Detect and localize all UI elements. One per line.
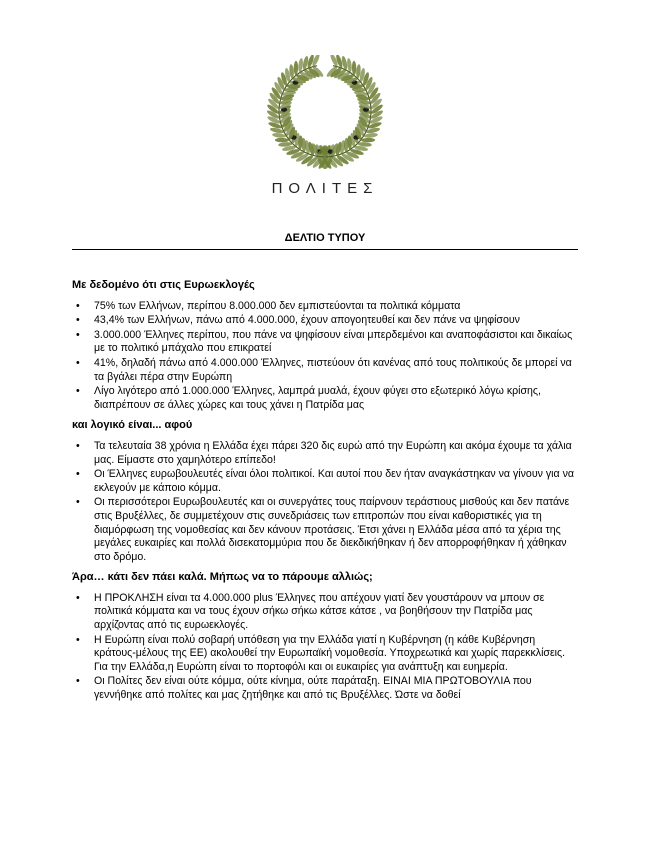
section-heading: Άρα… κάτι δεν πάει καλά. Μήπως να το πάρουμε αλλιώς; <box>72 571 373 584</box>
list-item-text: Οι περισσότεροι Ευρωβουλευτές και οι συνεργάτες τους παίρνουν τεράστιους μισθούς και δεν πατάνε στις Βρυξέλλες, δε συμμετέχουν στις συνεδριάσεις των επιτροπών που είναι καθοριστικές για τη διαμόρφωση της νομοθεσίας και δεν κάνουν προτάσεις. Έτσι χάνει η Ελλάδα μέσα από τα χέρια της μεγάλες ευκαιρίες και πολλά δισεκατομμύρια που δε διεκδικήθηκαν ή δεν απορροφήθηκαν ή χάθηκαν στο δρόμο. <box>94 496 570 563</box>
bullet-icon: • <box>76 496 80 509</box>
list-item <box>72 314 578 328</box>
bullet-icon: • <box>76 591 80 604</box>
title-divider <box>72 249 578 250</box>
bullet-icon: • <box>76 314 80 327</box>
olive-leaf-icon <box>352 61 357 75</box>
list-item-text: 43,4% των Ελλήνων, πάνω από 4.000.000, έχουν απογοητευθεί και δεν πάνε να ψηφίσουν <box>94 314 520 327</box>
bullet-icon: • <box>76 468 80 481</box>
bullet-icon: • <box>76 633 80 646</box>
list-item-text: 3.000.000 Έλληνες περίπου, που πάνε να ψηφίσουν είναι μπερδεμένοι και αναποφάσιστοι και δικαίως με το πολιτικό μπάχαλο που επικρατεί <box>94 328 573 355</box>
section <box>72 419 578 564</box>
list-item-text: Οι Έλληνες ευρωβουλευτές είναι όλοι πολιτικοί. Και αυτοί που δεν ήταν αναγκάστηκαν να γίνουν για να εκλεγούν με κάποιο κόμμα. <box>94 468 575 494</box>
olive-leaf-icon <box>275 138 289 143</box>
bullet-icon: • <box>76 356 80 369</box>
bullet-icon: • <box>76 328 80 341</box>
brand-name: ΠΟΛΙΤΕΣ <box>271 180 379 197</box>
bullet-icon: • <box>76 675 80 688</box>
list-item <box>72 675 578 702</box>
list-item <box>72 468 578 495</box>
bullet-list <box>72 300 578 413</box>
document-body <box>72 279 578 710</box>
list-item-text: Οι Πολίτες δεν είναι ούτε κόμμα, ούτε κίνημα, ούτε παράταξη. ΕΙΝΑΙ ΜΙΑ ΠΡΩΤΟΒΟΥΛΙΑ που γεννήθηκε από πολίτες και μας ζητήθηκε και από τις Βρυξέλλες. Ώστε να δοθεί <box>94 675 532 702</box>
list-item-text: 75% των Ελλήνων, περίπου 8.000.000 δεν εμπιστεύονται τα πολιτικά κόμματα <box>94 299 461 312</box>
bullet-icon: • <box>76 439 80 452</box>
document-title: ΔΕΛΤΙΟ ΤΥΠΟΥ <box>284 232 366 244</box>
list-item-text: Τα τελευταία 38 χρόνια η Ελλάδα έχει πάρει 320 δις ευρώ από την Ευρώπη και ακόμα έχουμε τα χάλια μας. Είμαστε στο χαμηλότερο επίπεδο! <box>94 439 572 466</box>
list-item <box>72 440 578 467</box>
list-item <box>72 300 578 314</box>
list-item <box>72 592 578 633</box>
list-item <box>72 357 578 384</box>
bullet-list <box>72 592 578 703</box>
list-item-text: Η Ευρώπη είναι πολύ σοβαρή υπόθεση για την Ελλάδα γιατί η Κυβέρνηση (η κάθε Κυβέρνηση κράτους-μέλους της ΕΕ) ακολουθεί την Ευρωπαϊκή νομοθεσία. Υποχρεωτικά και χωρίς παρεκκλίσεις. Για την Ελλάδα,η Ευρώπη είναι το πορτοφόλι και οι ευκαιρίες για ανάπτυξη και ευημερία. <box>94 633 566 673</box>
olive-leaf-icon <box>294 61 299 75</box>
section <box>72 571 578 702</box>
section-heading: Με δεδομένο ότι στις Ευρωεκλογές <box>72 279 255 291</box>
bullet-icon: • <box>76 299 80 312</box>
bullet-list <box>72 440 578 564</box>
list-item <box>72 496 578 564</box>
list-item <box>72 329 578 356</box>
bullet-icon: • <box>76 385 80 398</box>
list-item-text: Λίγο λιγότερο από 1.000.000 Έλληνες, λαμπρά μυαλά, έχουν φύγει στο εξωτερικό λόγω κρίσης, διαπρέπουν σε άλλες χώρες και τους χάνει η Πατρίδα μας <box>94 385 541 411</box>
list-item <box>72 385 578 412</box>
list-item-text: 41%, δηλαδή πάνω από 4.000.000 Έλληνες, πιστεύουν ότι κανένας από τους πολιτικούς δε μπορεί να τα βγάλει πέρα στην Ευρώπη <box>94 356 572 383</box>
wreath-right-branch <box>316 55 384 170</box>
list-item-text: Η ΠΡΟΚΛΗΣΗ είναι τα 4.000.000 plus Έλληνες που απέχουν γιατί δεν γουστάρουν να μπουν σε πολιτικά κόμματα και να τους έχουν σήκω σήκω κάτσε κάτσε , να βοηθήσουν την Πατρίδα μας αρχίζοντας από τις ευρωεκλογές. <box>94 591 545 632</box>
list-item <box>72 634 578 675</box>
olive-wreath-logo <box>255 55 395 175</box>
section <box>72 279 578 412</box>
olive-leaf-icon <box>361 138 375 143</box>
section-heading: και λογικό είναι... αφού <box>72 419 193 432</box>
